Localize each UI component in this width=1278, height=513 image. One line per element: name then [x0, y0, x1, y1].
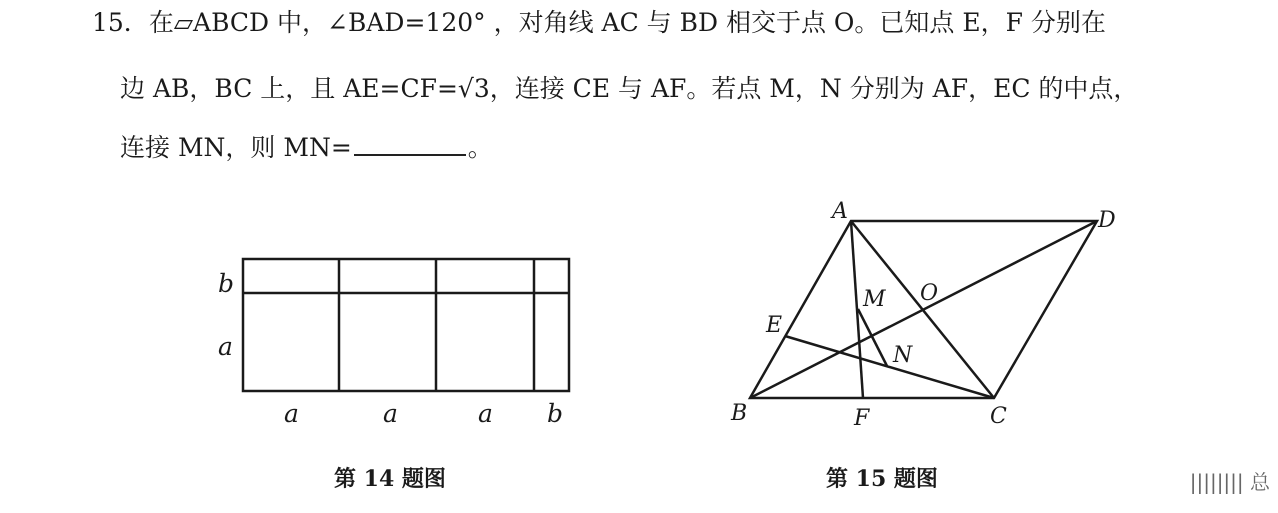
problem-number: 15． — [92, 8, 149, 37]
problem-text-1: 在▱ABCD 中，∠BAD=120° ，对角线 AC 与 BD 相交于点 O。已知点 E，F 分别在 — [148, 8, 1106, 37]
fig15-label-M: M — [863, 287, 886, 312]
fig15-label-E: E — [766, 313, 783, 338]
fig15-label-B: B — [731, 401, 748, 426]
caption-figure-14: 第 14 题图 — [334, 466, 446, 492]
fig15-label-F: F — [854, 406, 870, 431]
fig15-label-D: D — [1098, 208, 1116, 233]
fig14-label-a-side: a — [218, 332, 233, 361]
caption-figure-15: 第 15 题图 — [826, 466, 938, 492]
fig15-label-C: C — [990, 404, 1007, 429]
problem-text-3-end: 。 — [467, 133, 493, 162]
problem-text-3: 连接 MN，则 MN= — [120, 133, 352, 162]
fig14-outer-rect — [243, 259, 569, 391]
fig15-label-N: N — [893, 343, 913, 368]
fig14-label-bottom-1: a — [284, 399, 299, 428]
fig14-label-bottom-2: a — [383, 399, 398, 428]
fig15-segment-AF — [851, 221, 863, 398]
fig14-label-bottom-3: a — [478, 399, 493, 428]
watermark-text: |||||||| 总 — [1189, 470, 1270, 494]
fig15-label-O: O — [920, 281, 939, 306]
fig15-segment-CE — [785, 336, 994, 398]
fig14-label-bottom-4: b — [547, 399, 564, 428]
fig15-label-A: A — [832, 199, 848, 224]
fig15-segment-MN — [858, 309, 887, 366]
fig14-label-b-side: b — [218, 269, 235, 298]
problem-line-2: 边 AB，BC 上，且 AE=CF=√3，连接 CE 与 AF。若点 M，N 分别为 AF，EC 的中点， — [120, 74, 1139, 103]
figure-15 — [750, 221, 1097, 398]
